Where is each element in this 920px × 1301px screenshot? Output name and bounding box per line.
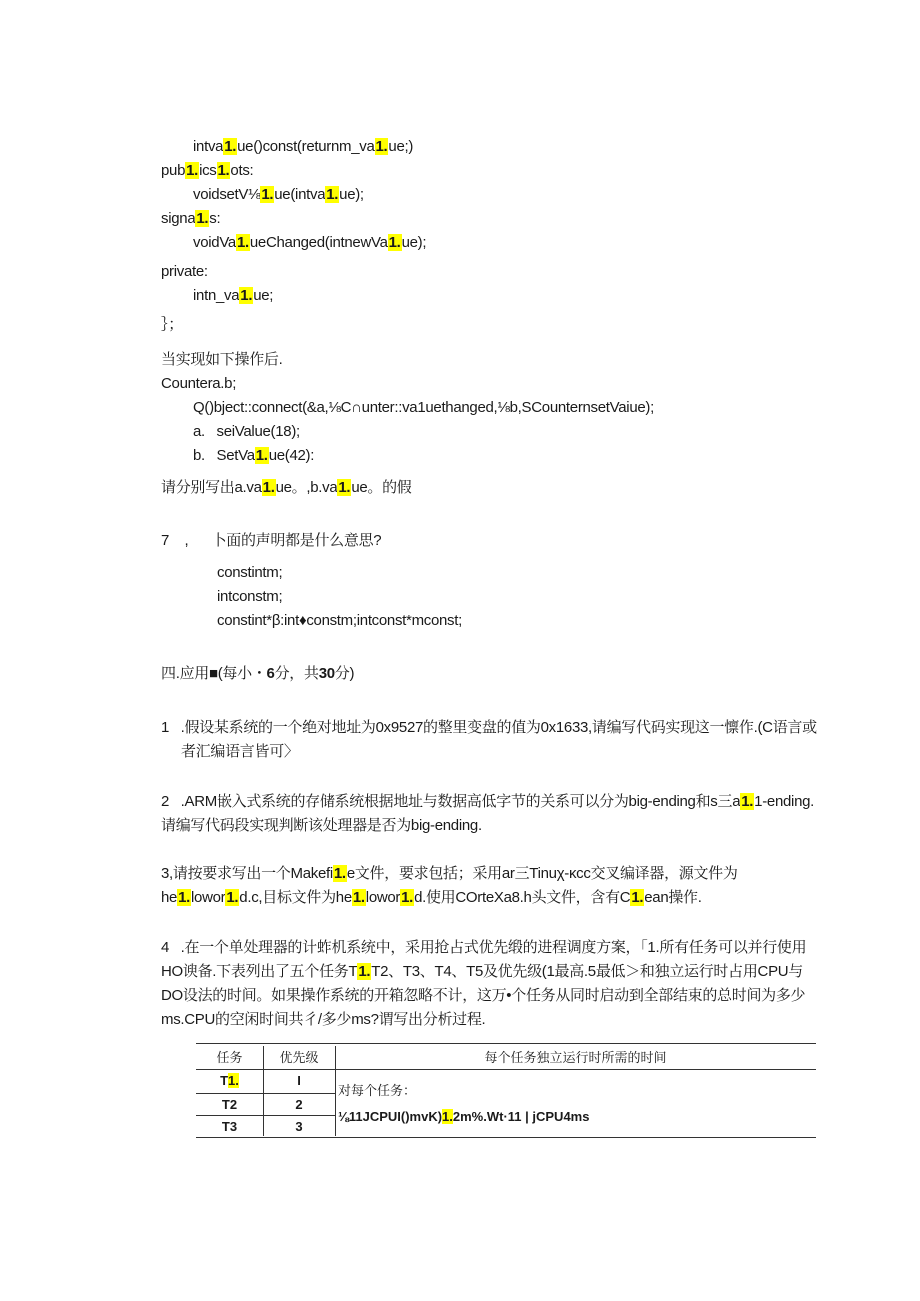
highlight-mark: 1.: [375, 138, 388, 155]
app-questions-line: [181, 742, 299, 762]
text-segment: constintm;: [217, 564, 283, 581]
text-segment: e文件，要求包括；采用ar三Tinuχ-κcc交叉编译器，源文件为: [346, 865, 738, 882]
text-segment: d.使用COrteXa8.h头文件，含有C: [414, 889, 631, 906]
question-6-line: [161, 350, 282, 370]
text-segment: intconstm;: [217, 588, 283, 605]
question-6-line: [193, 446, 314, 466]
text-segment: 3,请按要求写出一个Makefi: [161, 865, 333, 882]
text-segment: pub: [161, 162, 186, 179]
table-row-rule: [196, 1093, 336, 1094]
question-6-line: [193, 422, 300, 442]
text-segment: 分，共: [274, 665, 319, 682]
table-bottom-rule: [196, 1137, 816, 1138]
text-segment: a. seiValue(18);: [193, 423, 300, 440]
app-questions-line: [161, 864, 738, 884]
table-row-rule: [196, 1115, 336, 1116]
text-segment: b. SetVa: [193, 447, 255, 464]
text-segment: he: [161, 889, 178, 906]
text-segment: d.c,目标文件为he: [239, 889, 352, 906]
highlight-mark: 1.: [178, 889, 191, 906]
text-segment: ics: [199, 162, 217, 179]
text-segment: ue);: [339, 186, 364, 203]
text-segment: voidVa: [193, 234, 236, 251]
text-segment: 1 .假设某系统的一个绝对地址为0x9527的整里变盘的值为0x1633,请编写代码实现这一懔作.(C语言或: [161, 719, 817, 736]
highlight-mark: 1.: [255, 447, 268, 464]
text-segment: 分): [334, 665, 355, 682]
app-questions-line: [161, 938, 806, 958]
question-7-line: [217, 611, 462, 631]
text-segment: DO设法的时间。如果操作系统的开箱忽略不计，这万•个任务从同时启动到全部结束的总时间为多少: [161, 987, 806, 1004]
text-segment: private:: [161, 263, 208, 280]
header-priority: 优先级: [279, 1050, 319, 1065]
text-segment: 1-ending.: [754, 793, 815, 810]
table-header-rule: [196, 1069, 816, 1070]
text-segment: lowor: [365, 889, 401, 906]
app-questions-line: [161, 792, 814, 812]
text-segment: lowor: [191, 889, 226, 906]
header-task: 任务: [216, 1050, 243, 1065]
table-desc-line1: 对每个任务：: [338, 1083, 417, 1098]
text-segment: 四.应用■(每小・: [161, 665, 267, 682]
text-segment: 请分别写出a.va: [161, 479, 262, 496]
text-segment: ue。,b.va: [275, 479, 338, 496]
code-block-1-line: [193, 137, 413, 157]
text-segment: ue()const(returnm_va: [237, 138, 375, 155]
code-block-1-line: [193, 185, 364, 205]
text-segment: ue(intva: [274, 186, 326, 203]
table-row-priority: I: [297, 1073, 301, 1088]
question-7-line: [217, 563, 282, 583]
highlight-mark: 1.: [741, 793, 754, 810]
text-segment: voidsetV⅛: [193, 186, 261, 203]
text-segment: Countera.b;: [161, 375, 237, 392]
highlight-mark: 1.: [226, 889, 239, 906]
app-questions-line: [161, 1010, 485, 1030]
highlight-mark: 1.: [217, 162, 230, 179]
app-questions-line: [161, 986, 805, 1006]
text-segment: 30: [318, 665, 335, 682]
text-segment: ms.CPU的空闲时间共彳/多少ms?谓写出分析过程.: [161, 1011, 486, 1028]
text-segment: 7 , 卜面的声明都是什么意思?: [161, 532, 382, 549]
highlight-mark: 1.: [358, 963, 371, 980]
table-row-priority: 2: [295, 1097, 303, 1112]
text-segment: ue);: [401, 234, 427, 251]
text-segment: ｝；: [161, 316, 183, 333]
code-block-1-line: [161, 315, 183, 335]
text-segment: s:: [209, 210, 221, 227]
app-questions-line: [161, 888, 702, 908]
table-top-rule: [196, 1043, 816, 1044]
question-7-line: [217, 587, 282, 607]
text-segment: ue;): [388, 138, 414, 155]
highlight-mark: 1.: [326, 186, 339, 203]
table-row-task: T3: [221, 1119, 238, 1134]
highlight-mark: 1.: [333, 865, 346, 882]
text-segment: 6: [266, 665, 275, 682]
highlight-mark: 1.: [224, 138, 237, 155]
highlight-mark: 1.: [186, 162, 199, 179]
text-segment: ueChanged(intnewVa: [249, 234, 388, 251]
text-segment: signa: [161, 210, 196, 227]
code-block-1-line: [193, 233, 426, 253]
header-time: 每个任务独立运行时所需的时间: [484, 1050, 667, 1065]
highlight-mark: 1.: [338, 479, 351, 496]
text-segment: HO谀备.下表列出了五个任务T: [161, 963, 358, 980]
code-block-1-line: [193, 286, 273, 306]
app-questions-line: [161, 718, 817, 738]
text-segment: 者汇编语言皆可〉: [181, 743, 299, 760]
table-row-task: T1.: [220, 1073, 239, 1088]
highlight-mark: 1.: [631, 889, 644, 906]
text-segment: intn_va: [193, 287, 240, 304]
code-block-1-line: [161, 161, 253, 181]
app-questions-line: [161, 816, 482, 836]
highlight-mark: 1.: [196, 210, 209, 227]
highlight-mark: 1.: [388, 234, 401, 251]
text-segment: 当实现如下操作后.: [161, 351, 283, 368]
text-segment: Q()bject::connect(&a,⅛C∩unter::va1uethanged,⅛b,SCounternsetVaiue);: [193, 399, 654, 416]
text-segment: 2 .ARM嵌入式系统的存储系统根据地址与数据高低字节的关系可以分为big-ending和s三a: [161, 793, 741, 810]
highlight-mark: 1.: [261, 186, 274, 203]
question-6-line: [161, 374, 236, 394]
highlight-mark: 1.: [240, 287, 253, 304]
highlight-mark: 1.: [352, 889, 365, 906]
text-segment: ots:: [230, 162, 254, 179]
text-segment: constint*β:int♦constm;intconst*mconst;: [217, 612, 462, 629]
highlight-mark: 1.: [262, 479, 275, 496]
text-segment: ue;: [253, 287, 274, 304]
code-block-1-line: [161, 262, 208, 282]
app-questions-line: [161, 962, 803, 982]
text-segment: T2、T3、T4、T5及优先级(1最高.5最低＞和独立运行时占用CPU与: [371, 963, 804, 980]
highlight-mark: 1.: [236, 234, 249, 251]
table-desc-line2: ⅛11JCPUI()mvK)1.2m%.Wt·11 | jCPU4ms: [338, 1109, 590, 1124]
table-row-task: T2: [221, 1097, 238, 1112]
question-6-line: [161, 478, 412, 498]
section-4-line: [161, 664, 354, 684]
text-segment: ean操作.: [644, 889, 702, 906]
question-7-line: [161, 531, 381, 551]
highlight-mark: 1.: [401, 889, 414, 906]
code-block-1-line: [161, 209, 220, 229]
table-row-priority: 3: [295, 1119, 303, 1134]
text-segment: 请编写代码段实现判断该处理器是否为big-ending.: [161, 817, 482, 834]
text-segment: ue(42):: [268, 447, 315, 464]
text-segment: intva: [193, 138, 224, 155]
text-segment: ue。的假: [351, 479, 412, 496]
question-6-line: [193, 398, 654, 418]
text-segment: 4 .在一个单处理器的计蚱机系统中，采用抢占式优先缎的进程调度方案，「1.所有任务可以并行使用: [161, 939, 807, 956]
